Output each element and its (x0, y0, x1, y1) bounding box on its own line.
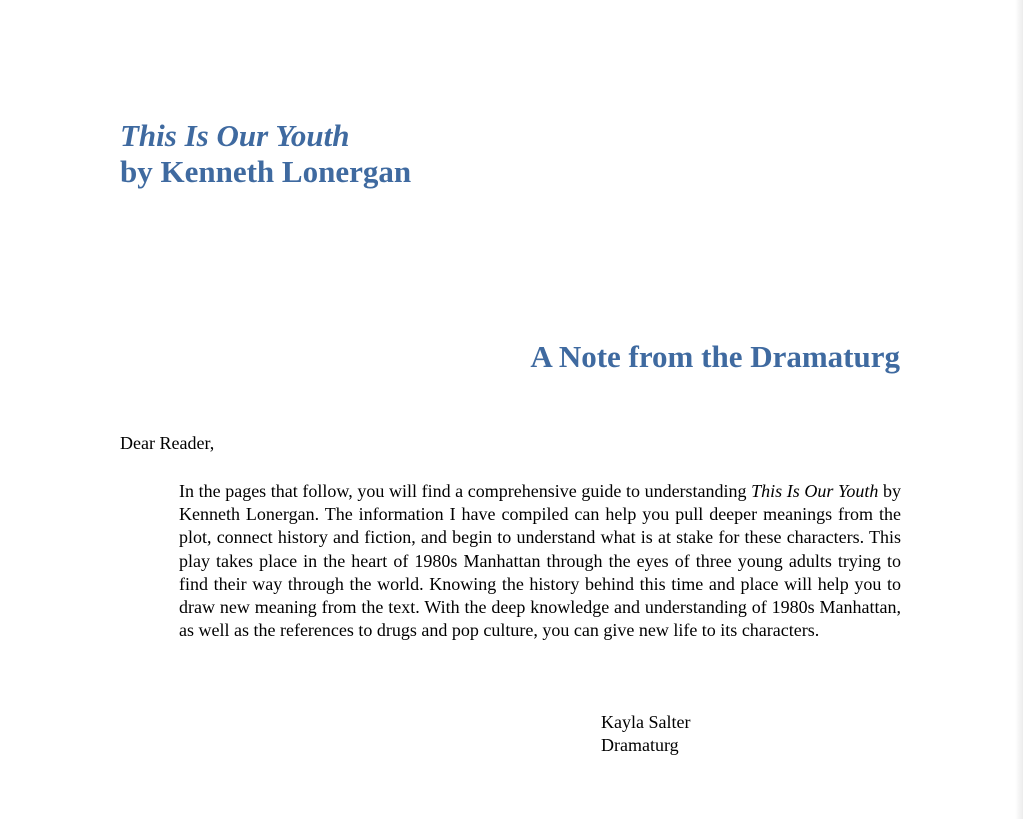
note-heading: A Note from the Dramaturg (530, 339, 900, 374)
signature-block (601, 711, 690, 757)
salutation: Dear Reader, (120, 433, 215, 453)
signature-role: Dramaturg (601, 735, 679, 755)
play-title: This Is Our Youth (120, 118, 350, 153)
paragraph-text-start: In the pages that follow, you will find a comprehensive guide to understanding (179, 481, 752, 501)
author-line: by Kenneth Lonergan (120, 154, 412, 189)
signature-name: Kayla Salter (601, 712, 691, 732)
body-paragraph (179, 480, 901, 642)
paragraph-text-rest: by Kenneth Lonergan. The information I have compiled can help you pull deeper meanings from the plot, connect history and fiction, and begin to understand what is at stake for these characters. This play takes place in the heart of 1980s Manhattan through the eyes of three young adults trying to find their way through the world. Knowing the history behind this time and place will help you to draw new meaning from the text. With the deep knowledge and understanding of 1980s Manhattan, as well as the references to drugs and pop culture, you can give new life to its characters. (179, 481, 902, 641)
page-edge-shadow (1015, 0, 1023, 819)
play-title-reference: This Is Our Youth (751, 481, 879, 501)
title-block (120, 118, 411, 190)
